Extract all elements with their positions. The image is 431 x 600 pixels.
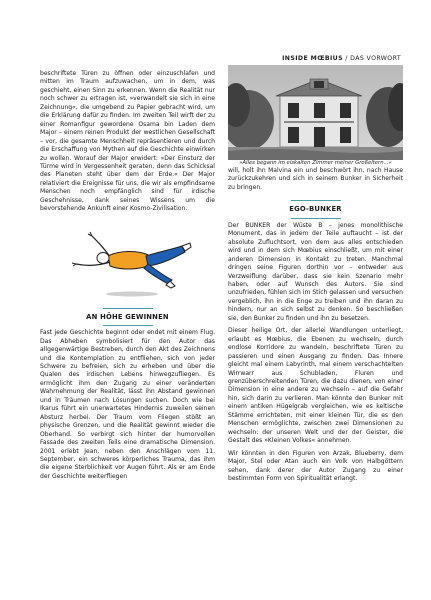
house-photo xyxy=(228,65,403,160)
house-photo-drawing xyxy=(228,65,403,160)
photo-caption: »Alles begann im eiskalten Zimmer meiner Großeltern...« xyxy=(239,160,392,166)
heading-rule-bottom xyxy=(103,325,153,326)
header-separator: / xyxy=(342,55,351,62)
flying-man-drawing xyxy=(40,220,215,300)
right-paragraph-3: Wir könnten in den Figuren von Arzak, Blueberry, dem Major, Stel oder Atan auch ein Volk von Halbgöttern sehen, dank derer der Autor Zugang zu einer bestimmten Form von Spiritualität erlangt. xyxy=(228,449,403,482)
running-header xyxy=(282,55,401,62)
heading-rule-bottom xyxy=(291,218,341,219)
left-intro-paragraph: beschriftete Türen zu öffnen oder einzuschlafen und mitten im Traum aufzuwachen, um in dem, was geschieht, einen Sinn zu erkennen. Wenn die Realität nur noch schwer zu ertragen ist, »verwandelt sie sich in eine Zeichnung«, die umgebend zu Papier gebracht wird, um die Erklärung dafür zu finden. Im zweiten Teil wirft der zu einer Romanfigur gewordene Osama bin Laden dem Major – einem reinen Produkt der westlichen Gesellschaft – vor, die gesamte Menschheit repräsentieren und durch die Erschaffung von Mythen auf die Geschichte einwirken zu wollen. Worauf der Major erwidert: »Der Einsturz der Türme wird in Vergessenheit geraten, denn das Schicksal des Planeten steht über dem der Erde.« Der Major relativiert die Ereignisse für uns, die wir als empfindsame Menschen noch empfänglich sind für irdische Geschehnisse, dank seines Wissens um die bevorstehende Ankunft einer Kosmo-Zivilisation. xyxy=(40,70,215,213)
right-heading xyxy=(228,196,403,221)
left-column xyxy=(40,70,215,481)
header-section: INSIDE MŒBIUS xyxy=(282,55,343,62)
right-paragraph-1: Der BUNKER der Wüste B – jenes monolithische Monument, das in jedem der Teile auftaucht – ist der absolute Zufluchtsort, von dem aus alles entschieden wird und in dem sich Mœbius einschließt, um mit einer anderen Dimension in Kontakt zu treten. Manchmal dringen seine Figuren dorthin vor – entweder aus Verzweiflung darüber, dass sie kein Szenario mehr haben, oder auf Wunsch des Autors. Sie sind unzufrieden, fühlen sich im Stich gelassen und versuchen vergeblich, ihn in die Enge zu treiben und ihn daran zu hindern, nur an sich selbst zu denken. So beschließen sie, den Bunker zu finden und ihn zu besetzen. xyxy=(228,221,403,322)
left-heading xyxy=(40,304,215,329)
right-intro-paragraph: will, holt ihn Malvina ein und beschwört ihn, nach Hause zurückzukehren und sich in seinem Bunker in Sicherheit zu bringen. xyxy=(228,167,403,191)
flying-man-illustration xyxy=(40,220,215,300)
right-column xyxy=(228,65,403,483)
right-heading-text: EGO-BUNKER xyxy=(289,205,342,214)
left-body-paragraph: Fast jede Geschichte beginnt oder endet mit einem Flug. Das Abheben symbolisiert für den Autor das allgegenwärtige Bestreben, durch den Akt des Zeichnens und die Kontemplation zu entfliehen, sich von jeder Schwere zu befreien, sich zu erheben und über die Qualen des irdischen Lebens hinwegzufliegen. Es ermöglicht ihm den Zugang zu einer veränderten Wahrnehmung der Realität, lässt ihn Abstand gewinnen und in Träumen nach Lösungen suchen. Doch wie bei Ikarus führt ein unerwartetes Hindernis zuweilen seinen Absturz herbei. Der Traum vom Fliegen stößt an physische Grenzen, und die Realität gewinnt wieder die Oberhand. So verbirgt sich hinter der humorvollen Fassade des zweiten Teils eine dramatische Dimension. 2001 erlebt Jean, neben den Anschlägen vom 11. September, ein schweres körperliches Trauma, das ihm die eigene Sterblichkeit vor Augen führt. Als er am Ende der Geschichte weiterfliegen xyxy=(40,329,215,480)
heading-rule-top xyxy=(103,308,153,309)
left-heading-text: AN HÖHE GEWINNEN xyxy=(86,312,169,321)
right-paragraph-2: Dieser heilige Ort, der allerlei Wandlungen unterliegt, erlaubt es Mœbius, die Ebenen zu wechseln, durch endlose Korridore zu wandeln, beschriftete Türen zu passieren und einen Ausgang zu finden. Das Innere gleicht mal einem Labyrinth, mal einem verschachtelten Wirrwarr aus Schubladen, Fluren und grenzüberschreitenden Türen, die dazu dienen, von einer Dimension in eine andere zu wechseln – auf die Gefahr hin, sich darin zu verlieren. Man könnte den Bunker mit einem antiken Hügelgrab vergleichen, wie es keltische Stämme errichteten, mit einer kleinen Tür, die es den Menschen ermöglichte, zwischen zwei Dimensionen zu wechseln: der unseren Welt und der der Geister, die Gestalt des »Kleinen Volkes« annehmen. xyxy=(228,327,403,445)
heading-rule-top xyxy=(291,200,341,201)
header-chapter: DAS VORWORT xyxy=(350,55,401,62)
